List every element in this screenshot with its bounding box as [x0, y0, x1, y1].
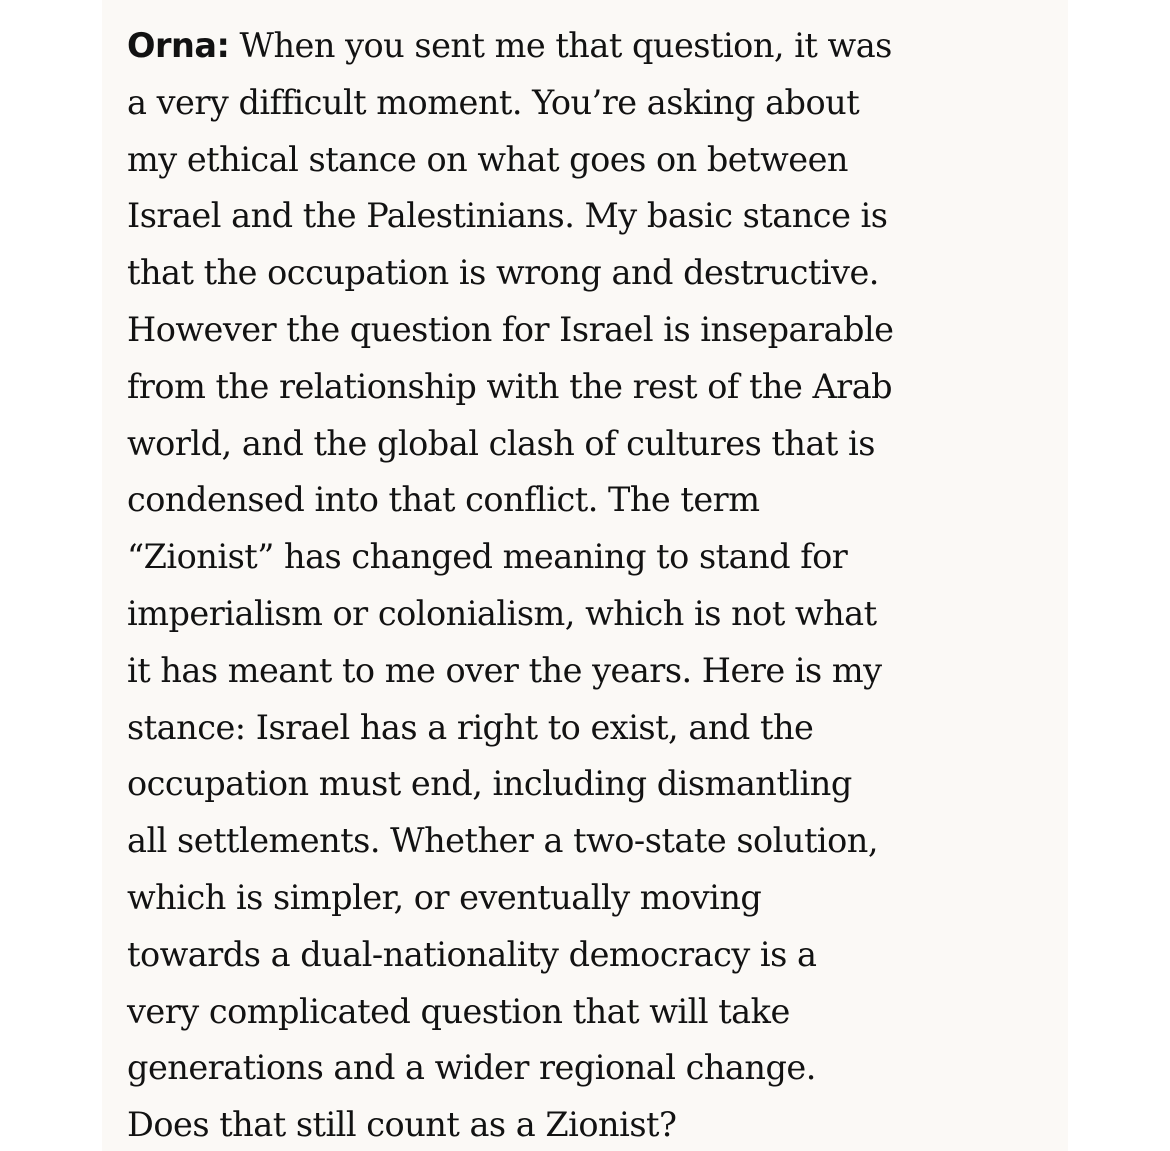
speaker-name: Orna: [127, 26, 230, 65]
quote-line [127, 18, 1057, 75]
quote-line: which is simpler, or eventually moving [127, 877, 762, 917]
quote-line: very complicated question that will take [127, 991, 790, 1031]
quote-line: Israel and the Palestinians. My basic stance is [127, 196, 888, 236]
quote-line: stance: Israel has a right to exist, and the [127, 707, 814, 747]
quote-line: generations and a wider regional change. [127, 1048, 816, 1088]
quote-line: condensed into that conflict. The term [127, 480, 760, 520]
quote-line: towards a dual-nationality democracy is a [127, 934, 817, 974]
quote-line: occupation must end, including dismantling [127, 764, 852, 804]
quote-line: that the occupation is wrong and destructive. [127, 253, 879, 293]
quote-line: it has meant to me over the years. Here is my [127, 650, 882, 690]
quote-line: all settlements. Whether a two-state solution, [127, 821, 879, 861]
quote-line: a very difficult moment. You’re asking about [127, 82, 860, 122]
quote-paragraph [127, 18, 1057, 1151]
quote-line: However the question for Israel is inseparable [127, 309, 894, 349]
quote-line: imperialism or colonialism, which is not what [127, 593, 877, 633]
quote-line: from the relationship with the rest of the Arab [127, 366, 893, 406]
quote-line: Does that still count as a Zionist? [127, 1105, 677, 1145]
quote-line: my ethical stance on what goes on between [127, 139, 848, 179]
quote-line: world, and the global clash of cultures that is [127, 423, 875, 463]
quote-line: “Zionist” has changed meaning to stand for [127, 537, 848, 577]
quote-line-text: When you sent me that question, it was [229, 26, 892, 65]
